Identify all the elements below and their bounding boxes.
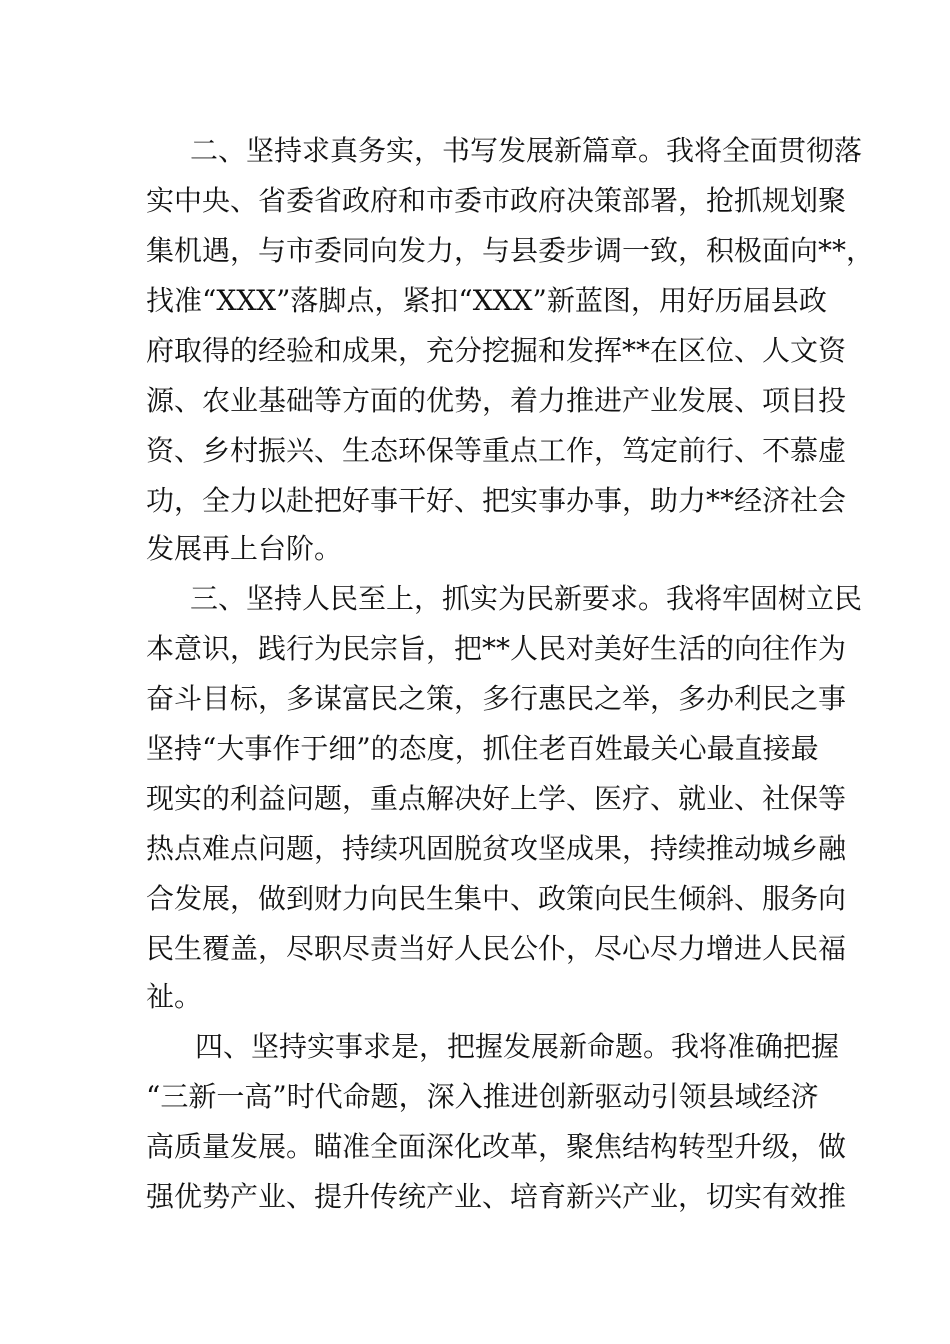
paragraph-line: 强优势产业、提升传统产业、培育新兴产业，切实有效推 (146, 1180, 847, 1213)
paragraph-line: 二、坚持求真务实，书写发展新篇章。我将全面贯彻落 (190, 134, 863, 167)
paragraph-line: 实中央、省委省政府和市委市政府决策部署，抢抓规划聚 (146, 184, 847, 217)
paragraph-line: 坚持“大事作于细”的态度，抓住老百姓最关心最直接最 (146, 732, 819, 765)
paragraph-line: 三、坚持人民至上，抓实为民新要求。我将牢固树立民 (190, 582, 863, 615)
paragraph-line: 热点难点问题，持续巩固脱贫攻坚成果，持续推动城乡融 (146, 832, 847, 865)
paragraph-line: 源、农业基础等方面的优势，着力推进产业发展、项目投 (146, 384, 847, 417)
paragraph-line: 奋斗目标，多谋富民之策，多行惠民之举，多办利民之事 (146, 682, 847, 715)
paragraph-line: 高质量发展。瞄准全面深化改革，聚焦结构转型升级，做 (146, 1130, 847, 1163)
paragraph-line: “三新一高”时代命题，深入推进创新驱动引领县域经济 (146, 1080, 819, 1113)
paragraph-line: 民生覆盖，尽职尽责当好人民公仆，尽心尽力增进人民福 (146, 932, 847, 965)
paragraph-line: 资、乡村振兴、生态环保等重点工作，笃定前行、不慕虚 (146, 434, 847, 467)
paragraph-line: 祉。 (146, 980, 203, 1013)
paragraph-line: 发展再上台阶。 (146, 532, 343, 565)
paragraph-line: 合发展，做到财力向民生集中、政策向民生倾斜、服务向 (146, 882, 847, 915)
paragraph-line: 四、坚持实事求是，把握发展新命题。我将准确把握 (195, 1030, 840, 1063)
paragraph-line: 找准“XXX”落脚点，紧扣“XXX”新蓝图，用好历届县政 (146, 284, 827, 317)
paragraph-line: 集机遇，与市委同向发力，与县委步调一致，积极面向**， (146, 234, 875, 267)
paragraph-line: 现实的利益问题，重点解决好上学、医疗、就业、社保等 (146, 782, 847, 815)
paragraph-line: 府取得的经验和成果，充分挖掘和发挥**在区位、人文资 (146, 334, 847, 367)
paragraph-line: 功，全力以赴把好事干好、把实事办事，助力**经济社会 (146, 484, 847, 517)
paragraph-line: 本意识，践行为民宗旨，把**人民对美好生活的向往作为 (146, 632, 847, 665)
